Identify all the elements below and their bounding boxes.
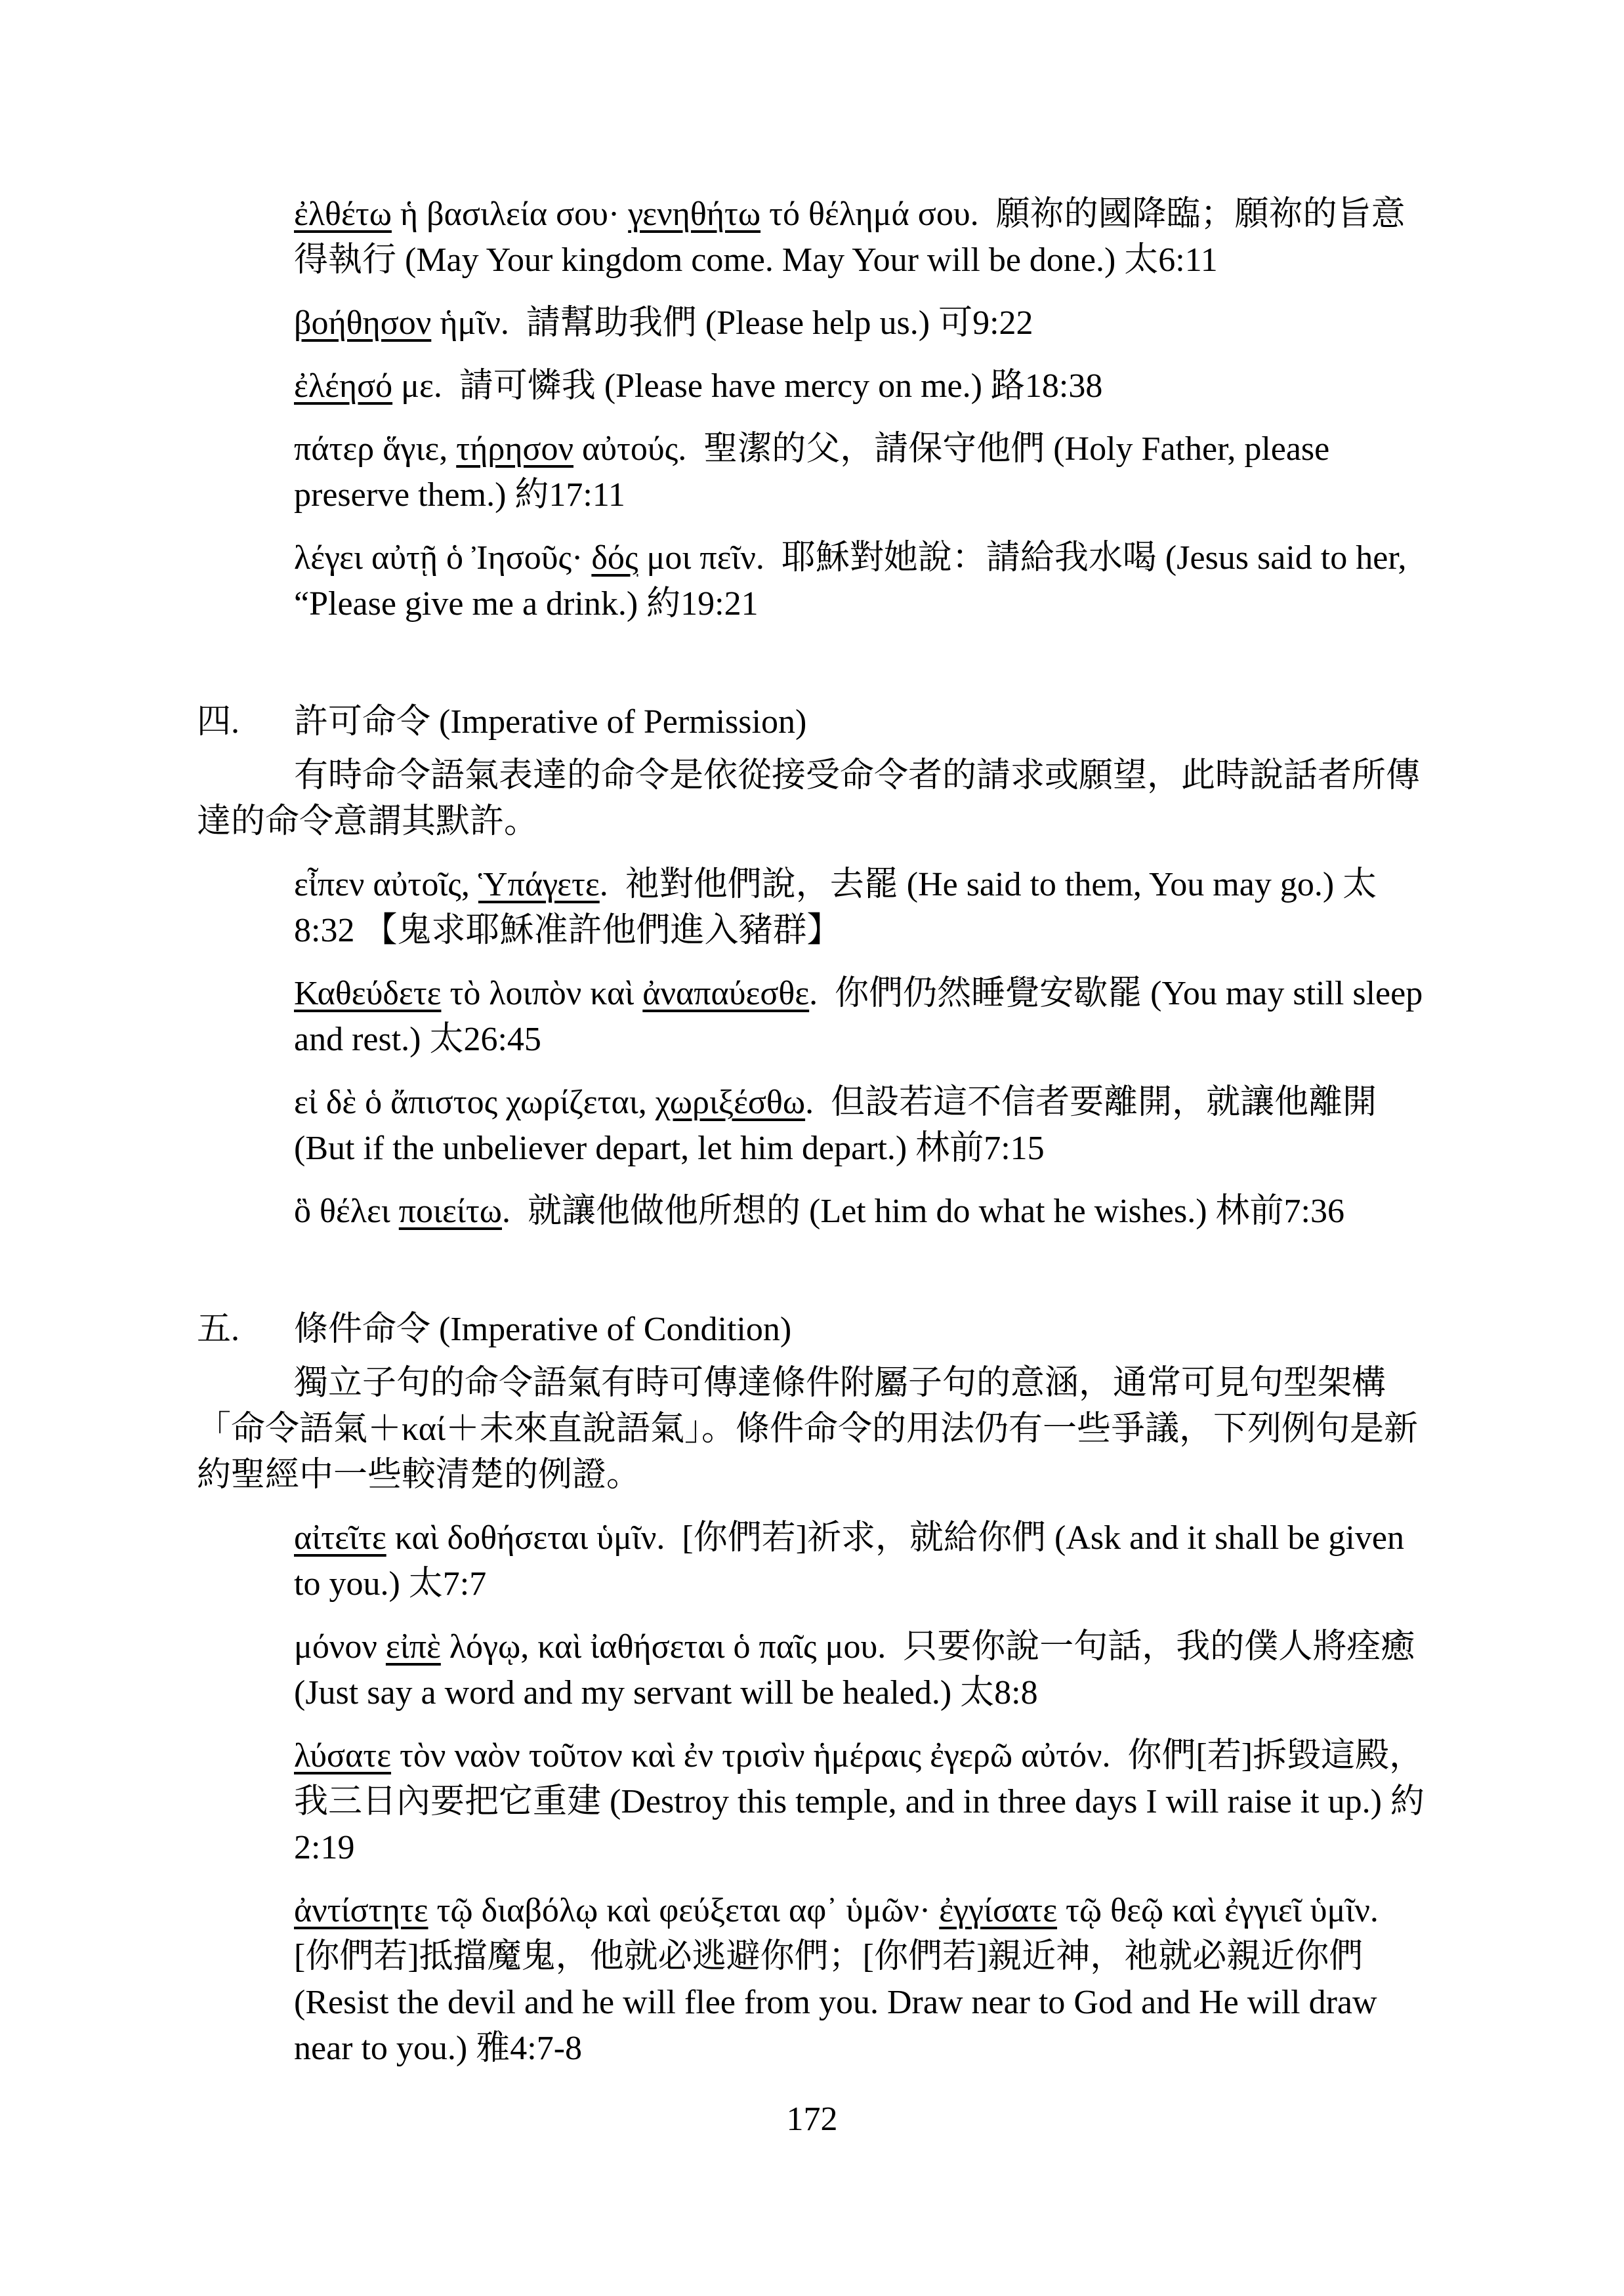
example-paragraph	[197, 1888, 1429, 2072]
text-segment: . 祂對他們說，去罷 (He said to them, You may go.) 太8:32 【鬼求耶穌准許他們進入豬群】	[294, 866, 1377, 949]
section-title: 條件命令 (Imperative of Condition)	[294, 1311, 792, 1348]
example-paragraph	[197, 535, 1429, 627]
intro-paragraph: 獨立子句的命令語氣有時可傳達條件附屬子句的意涵，通常可見句型架構「命令語氣＋καί＋未來直說語氣」。條件命令的用法仍有一些爭議，下列例句是新約聖經中一些較清楚的例證。	[197, 1364, 1418, 1494]
example-paragraph	[197, 862, 1429, 954]
example-paragraph	[197, 192, 1429, 283]
text-segment: λέγει αὐτῇ ὁ Ἰησοῦς·	[294, 539, 592, 577]
text-segment: . 就讓他做他所想的 (Let him do what he wishes.) 林前7:36	[502, 1193, 1344, 1230]
text-segment: τῷ διαβόλῳ καὶ φεύξεται αφ᾽ ὑμῶν·	[428, 1892, 940, 1929]
example-paragraph	[197, 363, 1429, 409]
text-segment: τὸ λοιπὸν καὶ	[441, 975, 643, 1012]
underlined-greek-word: ἀναπαύεσθε	[642, 975, 810, 1012]
underlined-greek-word: ποιείτω	[398, 1193, 502, 1230]
text-segment: λόγῳ, καὶ ἰαθήσεται ὁ παῖς μου. 只要你說一句話，我的僕人將痊癒 (Just say a word and my servant will be healed.) 太8:8	[294, 1628, 1415, 1712]
section-number: 四.	[197, 703, 240, 741]
text-segment: ἡ βασιλεία σου·	[391, 195, 629, 233]
text-segment: μόνον	[294, 1628, 386, 1666]
text-segment: εἰ δὲ ὁ ἄπιστος χωρίζεται,	[294, 1084, 656, 1121]
text-segment: μοι πεῖν. 耶穌對她說：請給我水喝 (Jesus said to her, “Please give me a drink.) 約19:21	[294, 539, 1407, 623]
example-paragraph	[197, 1080, 1429, 1172]
underlined-greek-word: γενηθήτω	[628, 195, 761, 233]
example-paragraph	[197, 1624, 1429, 1716]
underlined-greek-word: ἐγγίσατε	[939, 1892, 1058, 1929]
example-paragraph	[197, 1515, 1429, 1607]
underlined-greek-word: λύσατε	[294, 1737, 392, 1774]
text-segment: ἡμῖν. 請幫助我們 (Please help us.) 可9:22	[431, 304, 1033, 342]
page-number: 172	[786, 2101, 838, 2138]
text-segment: αὐτούς. 聖潔的父，請保守他們 (Holy Father, please preserve them.) 約17:11	[294, 430, 1330, 514]
text-segment: εἶπεν αὐτοῖς,	[294, 866, 478, 903]
text-segment: τῷ θεῷ καὶ ἐγγιεῖ ὑμῖν. [你們若]抵擋魔鬼，他就必逃避你們；[你們若]親近神，祂就必親近你們 (Resist the devil and he will flee from you. Draw near to God and He will draw near to you.) 雅4:7-8	[294, 1892, 1387, 2067]
example-paragraph	[197, 426, 1429, 518]
example-paragraph	[197, 300, 1429, 346]
example-paragraph	[197, 1189, 1429, 1235]
text-segment: καὶ δοθήσεται ὑμῖν. [你們若]祈求，就給你們 (Ask and it shall be given to you.) 太7:7	[294, 1519, 1404, 1603]
text-segment: με. 請可憐我 (Please have mercy on me.) 路18:38	[392, 367, 1103, 405]
text-segment: τό θέλημά σου. 願祢的國降臨；願祢的旨意得執行 (May Your kingdom come. May Your will be done.) 太6:11	[294, 195, 1405, 279]
page-body	[197, 192, 1429, 2089]
example-paragraph	[197, 1733, 1429, 1871]
underlined-greek-word: ἐλέησό	[294, 367, 393, 405]
intro-paragraph: 有時命令語氣表達的命令是依從接受命令者的請求或願望，此時說話者所傳達的命令意謂其默許。	[197, 757, 1421, 840]
underlined-greek-word: τήρησον	[456, 430, 574, 468]
text-segment: ὃ θέλει	[294, 1193, 399, 1230]
text-segment: πάτερ ἅγιε,	[294, 430, 457, 468]
example-paragraph	[197, 971, 1429, 1063]
underlined-greek-word: ἀντίστητε	[294, 1892, 428, 1929]
underlined-greek-word: Ὑπάγετε	[478, 866, 600, 903]
underlined-greek-word: δός	[591, 539, 638, 577]
text-segment: . 但設若這不信者要離開，就讓他離開 (But if the unbeliever depart, let him depart.) 林前7:15	[294, 1084, 1377, 1167]
underlined-greek-word: εἰπὲ	[385, 1628, 441, 1666]
section-title: 許可命令 (Imperative of Permission)	[294, 703, 807, 741]
text-segment: . 你們仍然睡覺安歇罷 (You may still sleep and rest.) 太26:45	[294, 975, 1423, 1058]
underlined-greek-word: αἰτεῖτε	[294, 1519, 386, 1557]
underlined-greek-word: ἐλθέτω	[294, 195, 392, 233]
section-number: 五.	[197, 1311, 240, 1348]
section-heading-permission	[197, 644, 1429, 745]
underlined-greek-word: Καθεύδετε	[294, 975, 442, 1012]
text-segment: τὸν ναὸν τοῦτον καὶ ἐν τρισὶν ἡμέραις ἐγερῶ αὐτόν. 你們[若]拆毀這殿，我三日內要把它重建 (Destroy this temple, and in three days I will raise it up.) 約2:19	[294, 1737, 1425, 1866]
section-heading-condition	[197, 1252, 1429, 1353]
underlined-greek-word: χωριξέσθω	[655, 1084, 806, 1121]
underlined-greek-word: βοήθησον	[294, 304, 432, 342]
